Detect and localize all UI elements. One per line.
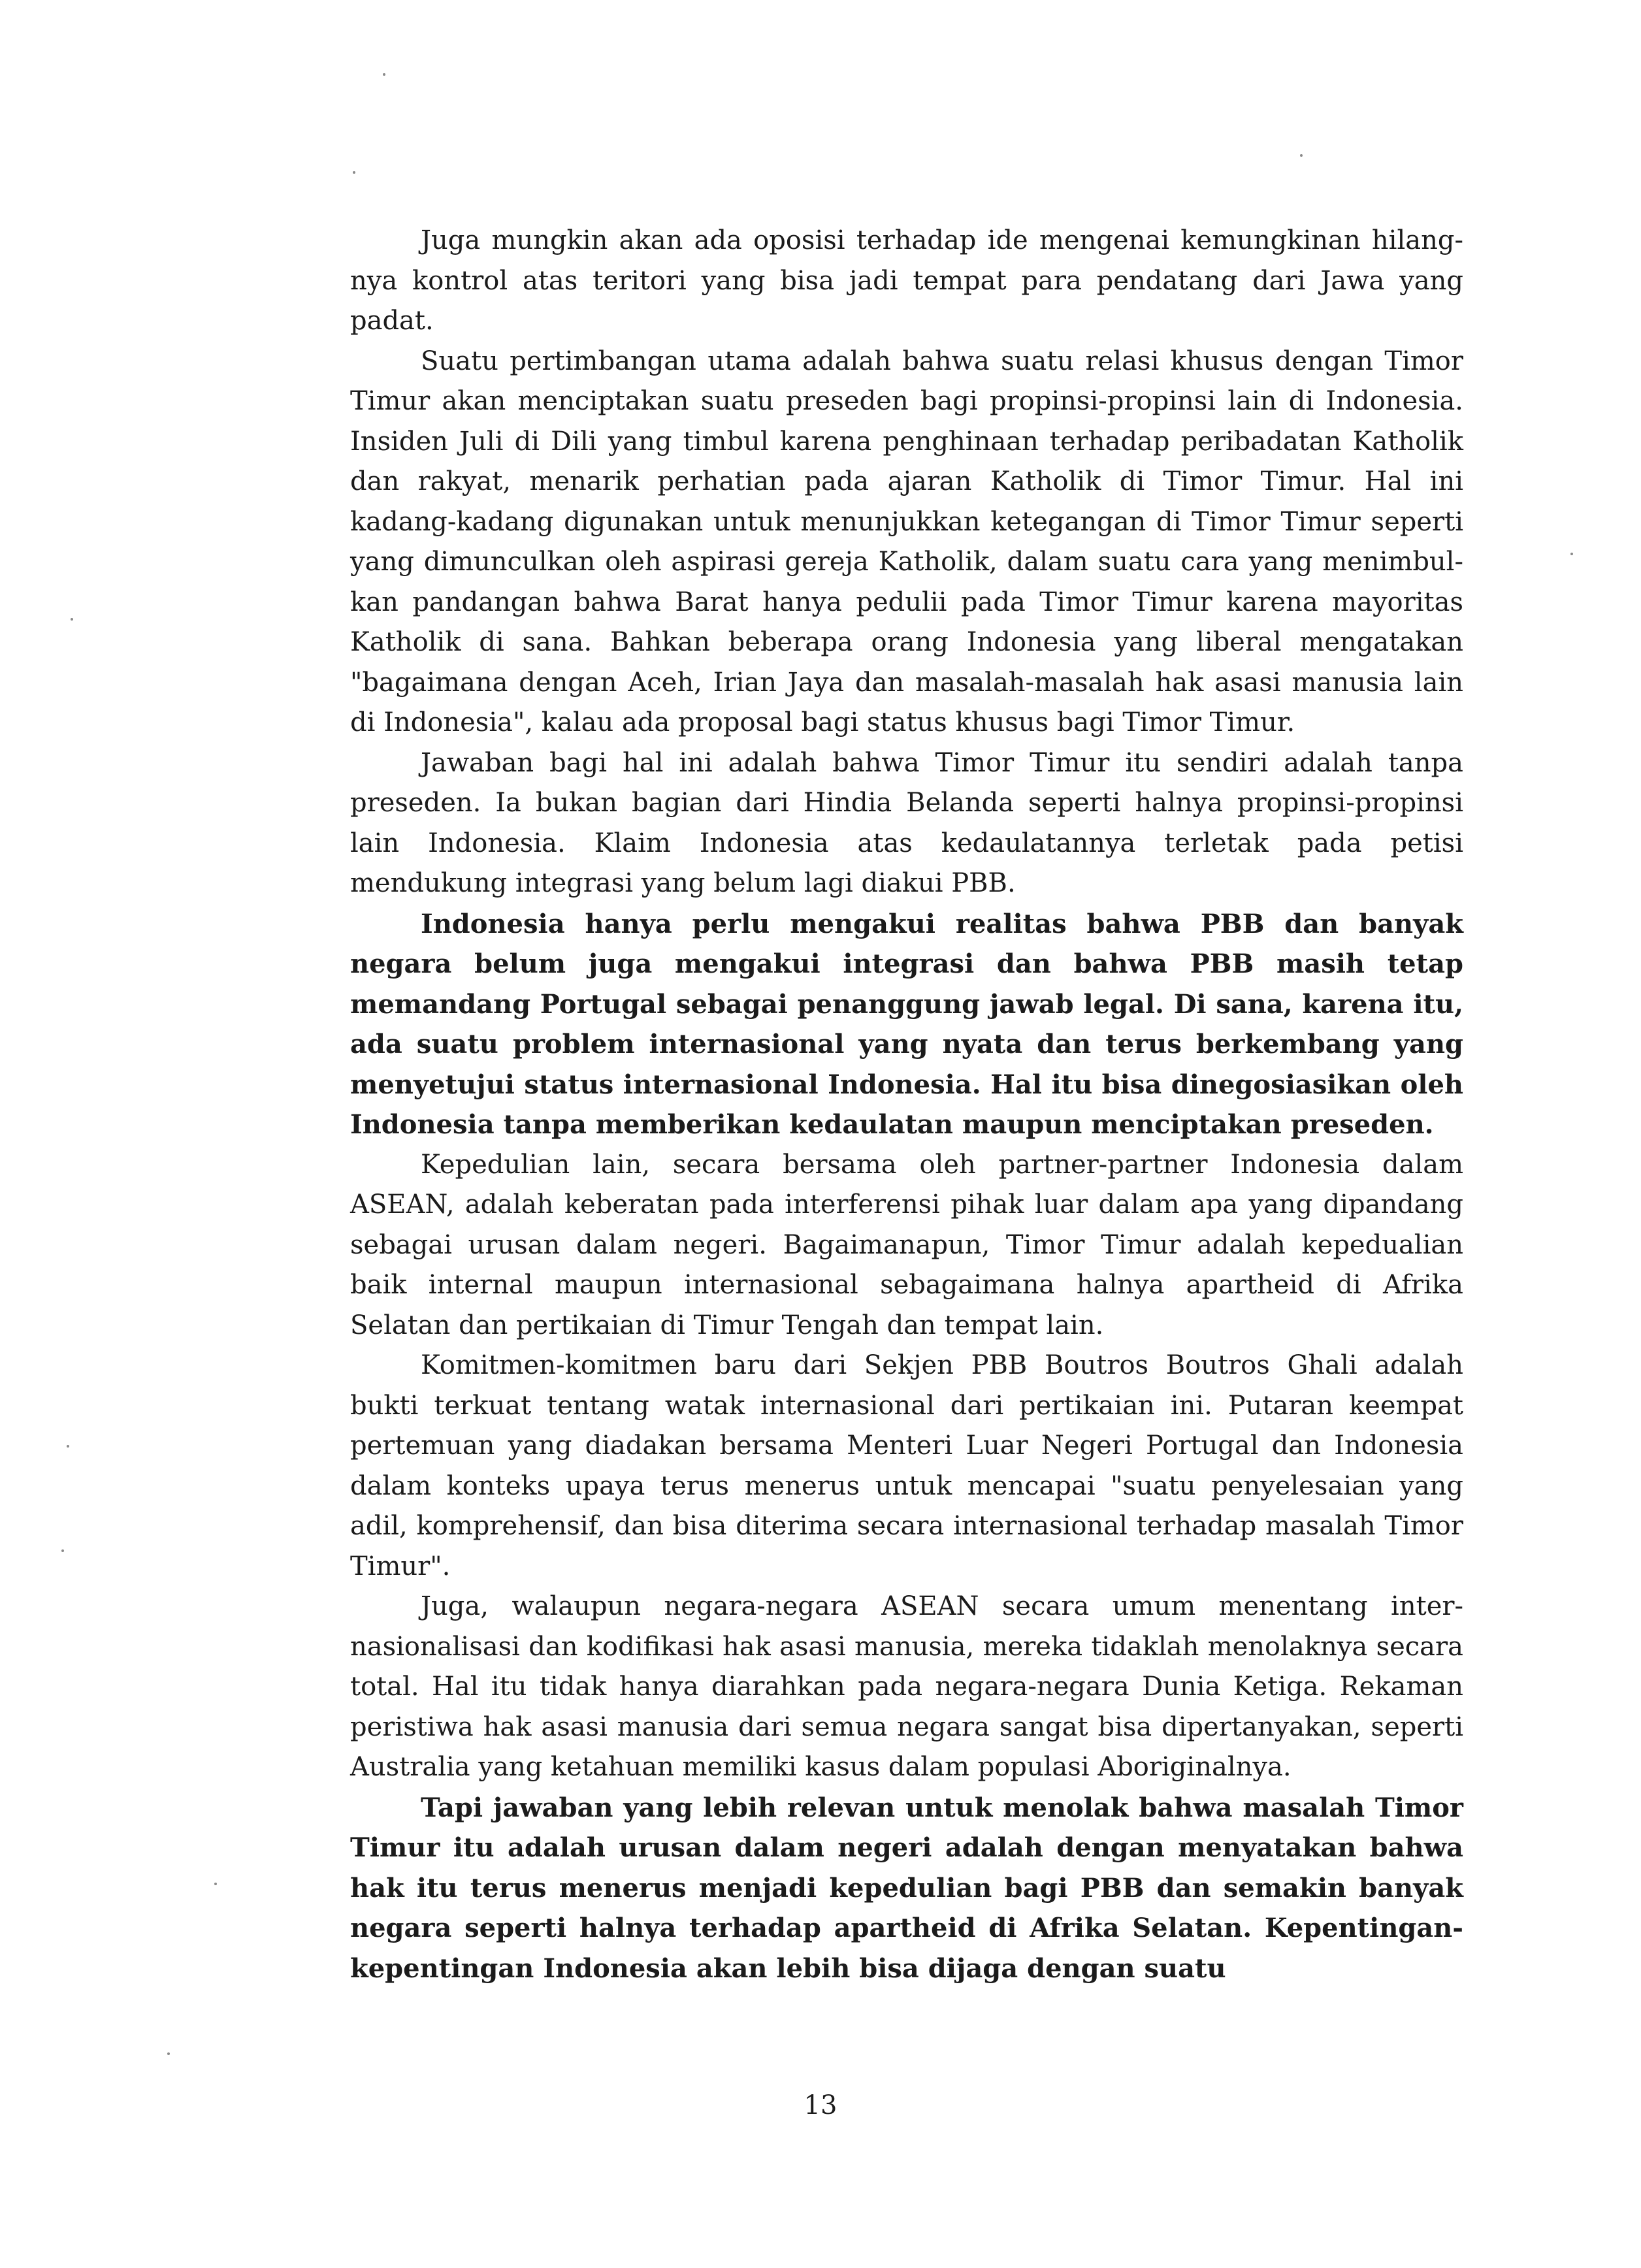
paragraph-opposition: Juga mungkin akan ada oposisi terhadap ide mengenai kemungkinan hilangnya kontrol atas teritori yang bisa jadi tempat para pendatang dari Jawa yang padat. — [350, 225, 1463, 336]
scan-speck — [167, 2052, 170, 2055]
paragraph-human-rights: Juga, walaupun negara-negara ASEAN secara umum menentang internasionalisasi dan kodifikasi hak asasi manusia, mereka tidaklah menolaknya secara total. Hal itu tidak hanya diarahkan pada negara-negara Dunia Ketiga. Rekaman peristiwa hak asasi manusia dari semua negara sangat bisa dipertanyakan, seperti Australia yang ketahuan memiliki kasus dalam populasi Aboriginalnya. — [350, 1591, 1463, 1782]
paragraph-un-commitments: Komitmen-komitmen baru dari Sekjen PBB Boutros Boutros Ghali adalah bukti terkuat tentang watak internasional dari pertikaian ini. Putaran keempat pertemuan yang diadakan bersama Menteri Luar Negeri Portugal dan Indonesia dalam konteks upaya terus menerus untuk mencapai "suatu penyelesaian yang adil, komprehensif, dan bisa diterima secara internasional terhadap masalah Timor Timur". — [350, 1350, 1463, 1581]
scan-speck — [383, 73, 385, 76]
page-number: 13 — [804, 2090, 837, 2120]
scan-speck — [1300, 154, 1303, 157]
paragraph-no-precedent: Jawaban bagi hal ini adalah bahwa Timor Timur itu sendiri adalah tanpa preseden. Ia bukan bagian dari Hindia Belanda seperti halnya propinsi-propinsi lain Indonesia. Klaim Indonesia atas kedaulatannya terletak pada petisi mendukung integrasi yang belum lagi diakui PBB. — [350, 747, 1463, 898]
scan-speck — [61, 1549, 64, 1552]
paragraph-bold-relevant-answer: Tapi jawaban yang lebih relevan untuk menolak bahwa masalah Timor Timur itu adalah urusan dalam negeri adalah dengan menyatakan bahwa hak itu terus menerus menjadi kepedulian bagi PBB dan semakin banyak negara seperti halnya terhadap apartheid di Afrika Selatan. Kepentingan-kepentingan Indonesia akan lebih bisa dijaga dengan suatu — [350, 1792, 1463, 1984]
scan-speck — [71, 618, 73, 621]
paragraph-asean-interference: Kepedulian lain, secara bersama oleh partner-partner Indonesia dalam ASEAN, adalah keberatan pada interferensi pihak luar dalam apa yang dipandang sebagai urusan dalam negeri. Bagaimanapun, Timor Timur adalah kepedualian baik internal maupun internasional sebagaimana halnya apartheid di Afrika Selatan dan pertikaian di Timur Tengah dan tempat lain. — [350, 1149, 1463, 1340]
scan-speck — [353, 171, 355, 174]
body-text — [350, 221, 1463, 1988]
paragraph-precedent-concern: Suatu pertimbangan utama adalah bahwa suatu relasi khusus dengan Timor Timur akan menciptakan suatu preseden bagi propinsi-propinsi lain di Indonesia. Insiden Juli di Dili yang timbul karena penghinaan terhadap peribadatan Katholik dan rakyat, menarik perhatian pada ajaran Katholik di Timor Timur. Hal ini kadang-kadang digunakan untuk menunjukkan ketegangan di Timor Timur seperti yang dimunculkan oleh aspirasi gereja Katholik, dalam suatu cara yang menimbulkan pandangan bahwa Barat hanya pedulii pada Timor Timur karena mayoritas Katholik di sana. Bahkan beberapa orang Indonesia yang liberal mengatakan "bagaimana dengan Aceh, Irian Jaya dan masalah-masalah hak asasi manusia lain di Indonesia", kalau ada proposal bagi status khusus bagi Timor Timur. — [350, 346, 1463, 737]
scan-speck — [214, 1883, 217, 1885]
paragraph-bold-recognition: Indonesia hanya perlu mengakui realitas bahwa PBB dan banyak negara belum juga mengakui integrasi dan bahwa PBB masih tetap memandang Portugal sebagai penanggung jawab legal. Di sana, karena itu, ada suatu problem internasional yang nyata dan terus berkembang yang menyetujui status internasional Indonesia. Hal itu bisa dinegosiasikan oleh Indonesia tanpa memberikan kedaulatan maupun menciptakan preseden. — [350, 908, 1463, 1140]
scan-speck — [1570, 553, 1573, 555]
scan-speck — [67, 1445, 69, 1448]
